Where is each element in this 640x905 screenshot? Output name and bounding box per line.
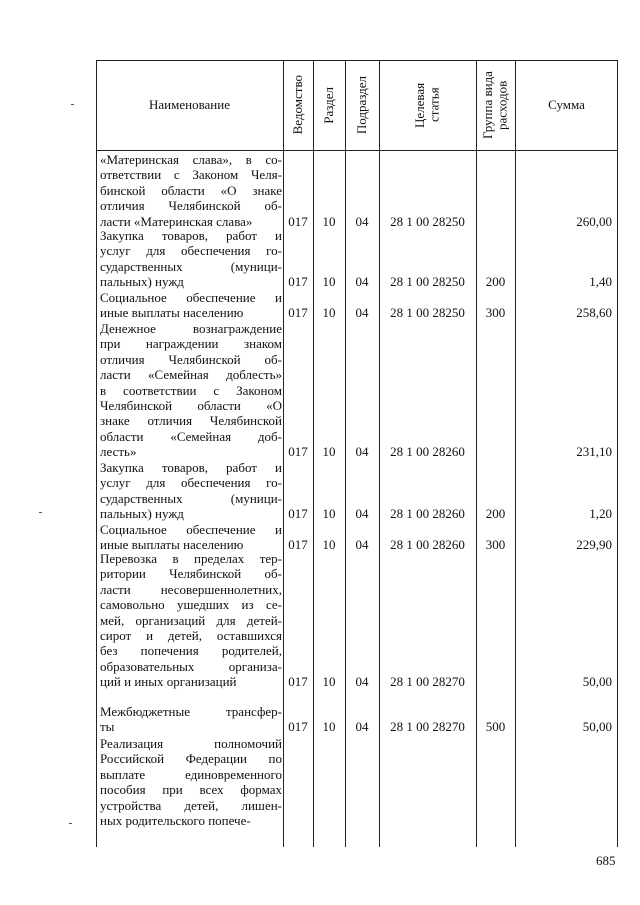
- row-name-line: Межбюджетные трансфер-: [100, 704, 282, 719]
- row-name-line: пальных) нужд: [100, 274, 184, 290]
- row-name-line: ты: [100, 719, 115, 735]
- row-statya: 28 1 00 28250: [390, 213, 465, 229]
- row-summa: 231,10: [576, 444, 612, 460]
- row-name-line: сударственных (муници-: [100, 490, 282, 506]
- row-vedomstvo: 017: [288, 674, 308, 690]
- row-summa: 1,40: [589, 274, 612, 290]
- row-razdel: 10: [322, 719, 336, 735]
- row-name-line: Социальное обеспечение и: [100, 290, 282, 305]
- row-gruppa: 300: [485, 537, 506, 553]
- row-statya: 28 1 00 28270: [390, 719, 465, 735]
- table-border-right: [617, 60, 618, 847]
- row-name: [100, 522, 282, 553]
- row-summa: 229,90: [576, 537, 612, 553]
- row-podrazdel: 04: [355, 719, 369, 735]
- row-name-line: Российской Федерации по: [100, 751, 282, 767]
- row-name-line: ласти несовершеннолетних,: [100, 581, 282, 597]
- row-vedomstvo: 017: [288, 305, 308, 321]
- row-name-line: выплате единовременного: [100, 766, 282, 782]
- row-name: [100, 152, 282, 229]
- row-vedomstvo: 017: [288, 537, 308, 553]
- header-razdel: [313, 60, 345, 150]
- row-statya: 28 1 00 28260: [390, 537, 465, 553]
- row-name-line: Реализация полномочий: [100, 736, 282, 751]
- row-name-line: бинской области «О знаке: [100, 182, 282, 198]
- row-summa: 1,20: [589, 506, 612, 522]
- row-summa: 50,00: [582, 674, 612, 690]
- row-name: [100, 321, 282, 460]
- header-name: [96, 60, 283, 150]
- row-name-line: сударственных (муници-: [100, 258, 282, 274]
- row-podrazdel: 04: [355, 674, 369, 690]
- row-vedomstvo: 017: [288, 213, 308, 229]
- row-gruppa: 200: [485, 506, 506, 522]
- header-summa-label: Сумма: [548, 97, 585, 112]
- row-podrazdel: 04: [355, 444, 369, 460]
- row-name-line: услуг для обеспечения го-: [100, 475, 282, 491]
- header-summa: [515, 60, 618, 150]
- row-name-line: ласти «Материнская слава»: [100, 213, 253, 229]
- row-name-line: знаке отличия Челябинской: [100, 413, 282, 429]
- row-statya: 28 1 00 28250: [390, 274, 465, 290]
- row-name-line: пособия при всех формах: [100, 782, 282, 798]
- header-statya-label: Целевая статья: [412, 82, 442, 128]
- row-name-line: самовольно ушедших из се-: [100, 597, 282, 613]
- row-razdel: 10: [322, 213, 336, 229]
- header-divider: [96, 150, 618, 151]
- row-name-line: ритории Челябинской об-: [100, 566, 282, 582]
- row-name-line: ций и иных организаций: [100, 674, 237, 690]
- scan-mark: [39, 512, 42, 513]
- row-name-line: Перевозка в пределах тер-: [100, 551, 282, 566]
- row-name-line: ных родительского попече-: [100, 813, 251, 829]
- row-name-line: услуг для обеспечения го-: [100, 243, 282, 259]
- row-name-line: сирот и детей, оставшихся: [100, 628, 282, 644]
- row-razdel: 10: [322, 506, 336, 522]
- row-summa: 258,60: [576, 305, 612, 321]
- row-summa: 50,00: [582, 719, 612, 735]
- row-name-line: Денежное вознаграждение: [100, 321, 282, 336]
- row-gruppa: 300: [485, 305, 506, 321]
- row-name: [100, 460, 282, 522]
- row-name: [100, 704, 282, 735]
- row-name-line: Социальное обеспечение и: [100, 522, 282, 537]
- header-vedomstvo-label: Ведомство: [289, 75, 305, 135]
- row-name-line: иные выплаты населению: [100, 305, 244, 321]
- row-name-line: отличия Челябинской об-: [100, 198, 282, 214]
- header-gruppa: [476, 60, 515, 150]
- row-name-line: в соответствии с Законом: [100, 382, 282, 398]
- row-summa: 260,00: [576, 213, 612, 229]
- row-statya: 28 1 00 28260: [390, 506, 465, 522]
- row-razdel: 10: [322, 537, 336, 553]
- row-gruppa: 500: [485, 719, 506, 735]
- row-podrazdel: 04: [355, 305, 369, 321]
- row-name-line: Челябинской области «О: [100, 398, 282, 414]
- row-razdel: 10: [322, 274, 336, 290]
- row-name-line: пальных) нужд: [100, 506, 184, 522]
- row-name-line: «Материнская слава», в со-: [100, 152, 282, 167]
- row-vedomstvo: 017: [288, 719, 308, 735]
- row-podrazdel: 04: [355, 274, 369, 290]
- row-razdel: 10: [322, 674, 336, 690]
- row-name: [100, 228, 282, 290]
- page-number: 685: [596, 853, 616, 868]
- header-statya: [379, 60, 476, 150]
- row-podrazdel: 04: [355, 213, 369, 229]
- header-razdel-label: Раздел: [320, 86, 336, 124]
- row-name-line: образовательных организа-: [100, 658, 282, 674]
- row-name: [100, 290, 282, 321]
- row-podrazdel: 04: [355, 537, 369, 553]
- row-podrazdel: 04: [355, 506, 369, 522]
- row-name-line: устройства детей, лишен-: [100, 797, 282, 813]
- row-name-line: иные выплаты населению: [100, 537, 244, 553]
- row-name-line: при награждении знаком: [100, 336, 282, 352]
- row-statya: 28 1 00 28260: [390, 444, 465, 460]
- row-razdel: 10: [322, 305, 336, 321]
- row-name-line: Закупка товаров, работ и: [100, 460, 282, 475]
- row-statya: 28 1 00 28270: [390, 674, 465, 690]
- scan-mark: [69, 823, 72, 824]
- row-vedomstvo: 017: [288, 274, 308, 290]
- row-statya: 28 1 00 28250: [390, 305, 465, 321]
- scan-mark: [71, 104, 74, 105]
- header-podrazdel: [345, 60, 379, 150]
- row-vedomstvo: 017: [288, 506, 308, 522]
- row-name-line: отличия Челябинской об-: [100, 351, 282, 367]
- row-gruppa: 200: [485, 274, 506, 290]
- row-vedomstvo: 017: [288, 444, 308, 460]
- header-podrazdel-label: Подраздел: [353, 75, 369, 135]
- row-name: [100, 736, 282, 828]
- header-vedomstvo: [283, 60, 313, 150]
- header-name-label: Наименование: [149, 97, 230, 112]
- row-razdel: 10: [322, 444, 336, 460]
- row-name-line: ласти «Семейная доблесть»: [100, 367, 282, 383]
- table-border-left: [96, 60, 97, 847]
- row-name-line: области «Семейная доб-: [100, 428, 282, 444]
- row-name-line: лесть»: [100, 444, 137, 460]
- header-gruppa-label: Группа вида расходов: [480, 71, 510, 139]
- row-name-line: мей, организаций для детей-: [100, 612, 282, 628]
- row-name: [100, 551, 282, 690]
- budget-table: [96, 60, 618, 847]
- row-name-line: ответствии с Законом Челя-: [100, 167, 282, 183]
- row-name-line: без попечения родителей,: [100, 643, 282, 659]
- row-name-line: Закупка товаров, работ и: [100, 228, 282, 243]
